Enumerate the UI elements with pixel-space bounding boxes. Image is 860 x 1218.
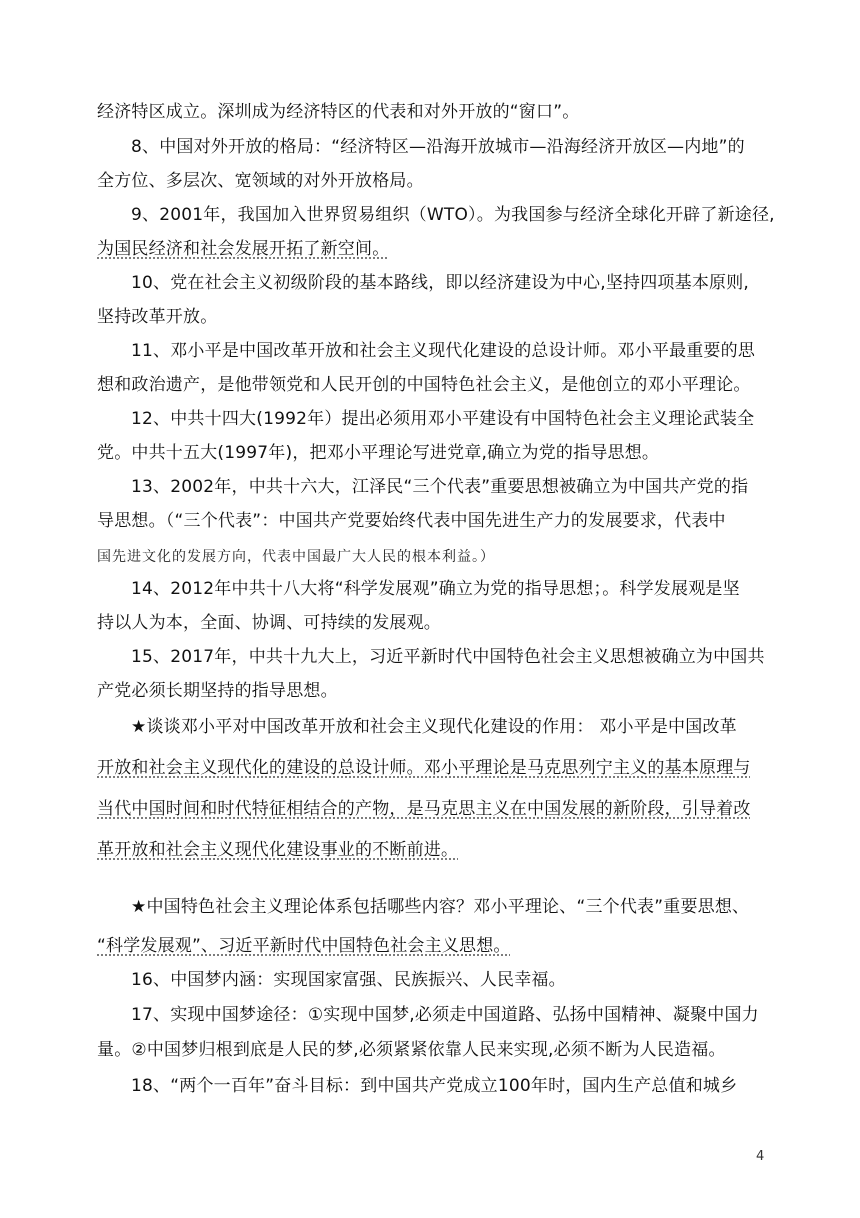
text-line: 导思想。（“三个代表”：中国共产党要始终代表中国先进生产力的发展要求，代表中 xyxy=(97,511,726,531)
text-line: 全方位、多层次、宽领域的对外开放格局。 xyxy=(97,171,424,191)
text-line: 17、实现中国梦途径：①实现中国梦,必须走中国道路、弘扬中国精神、凝聚中国力 xyxy=(131,1005,759,1025)
text-line: 为国民经济和社会发展开拓了新空间。 xyxy=(97,239,390,259)
text-line: 坚持改革开放。 xyxy=(97,307,218,327)
page-number: 4 xyxy=(756,1149,765,1164)
text-line: 开放和社会主义现代化的建设的总设计师。邓小平理论是马克思列宁主义的基本原理与 xyxy=(97,758,751,778)
text-line: 10、党在社会主义初级阶段的基本路线，即以经济建设为中心,坚持四项基本原则, xyxy=(131,273,750,293)
text-line: 量。②中国梦归根到底是人民的梦,必须紧紧依靠人民来实现,必须不断为人民造福。 xyxy=(97,1040,726,1060)
text-line: 8、中国对外开放的格局：“经济特区—沿海开放城市—沿海经济开放区—内地”的 xyxy=(131,137,745,157)
text-line: “科学发展观”、习近平新时代中国特色社会主义思想。 xyxy=(97,936,511,956)
text-line: 16、中国梦内涵：实现国家富强、民族振兴、人民幸福。 xyxy=(131,970,566,990)
question-line: ★谈谈邓小平对中国改革开放和社会主义现代化建设的作用： 邓小平是中国改革 xyxy=(131,717,737,737)
text-line: 产党必须长期坚持的指导思想。 xyxy=(97,681,338,701)
text-line: 当代中国时间和时代特征相结合的产物，是马克思主义在中国发展的新阶段，引导着改 xyxy=(97,799,751,819)
text-line: 国先进文化的发展方向，代表中国最广大人民的根本利益。） xyxy=(97,549,495,565)
text-line: 革开放和社会主义现代化建设事业的不断前进。 xyxy=(97,840,459,860)
text-line: 14、2012年中共十八大将“科学发展观”确立为党的指导思想；。科学发展观是坚 xyxy=(131,579,740,599)
text-line: 11、邓小平是中国改革开放和社会主义现代化建设的总设计师。邓小平最重要的思 xyxy=(131,341,756,361)
text-line: 持以人为本，全面、协调、可持续的发展观。 xyxy=(97,613,441,633)
text-line: 15、2017年，中共十九大上，习近平新时代中国特色社会主义思想被确立为中国共 xyxy=(131,647,765,667)
text-line: 9、2001年，我国加入世界贸易组织（WTO）。为我国参与经济全球化开辟了新途径, xyxy=(131,205,775,225)
text-line: 想和政治遗产，是他带领党和人民开创的中国特色社会主义，是他创立的邓小平理论。 xyxy=(97,375,751,395)
text-line: 12、中共十四大(1992年）提出必须用邓小平建设有中国特色社会主义理论武装全 xyxy=(131,409,755,429)
text-line: 18、“两个一百年”奋斗目标：到中国共产党成立100年时，国内生产总值和城乡 xyxy=(131,1076,738,1096)
text-line: 13、2002年，中共十六大，江泽民“三个代表”重要思想被确立为中国共产党的指 xyxy=(131,477,749,497)
text-line: 党。中共十五大(1997年)，把邓小平理论写进党章,确立为党的指导思想。 xyxy=(97,443,660,463)
question-line: ★中国特色社会主义理论体系包括哪些内容？邓小平理论、“三个代表”重要思想、 xyxy=(131,897,750,917)
text-line: 经济特区成立。深圳成为经济特区的代表和对外开放的“窗口”。 xyxy=(97,102,580,122)
